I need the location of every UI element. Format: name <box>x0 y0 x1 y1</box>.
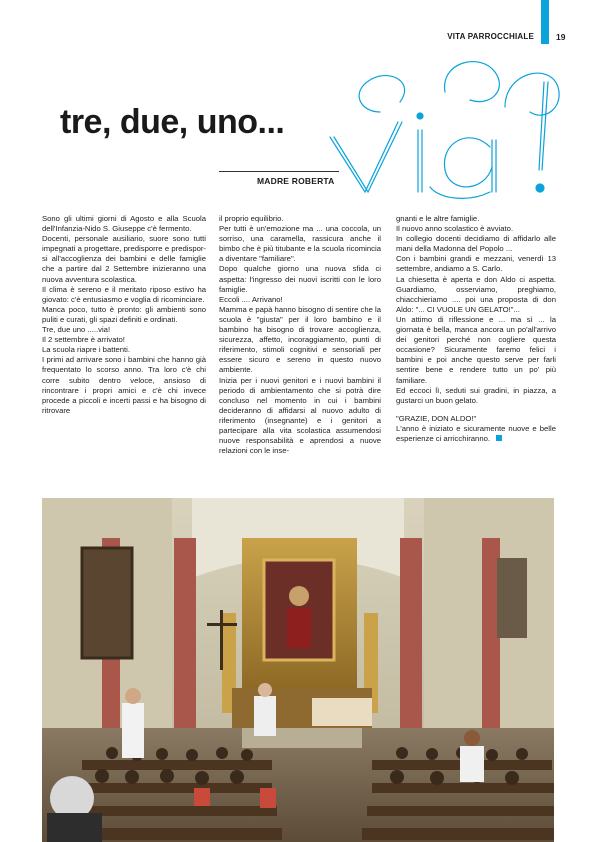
paragraph: Il 2 settembre è arrivato! <box>42 335 125 345</box>
section-label: VITA PARROCCHIALE <box>447 32 534 41</box>
page-number: 19 <box>556 32 566 42</box>
via-script-text: via! <box>320 52 322 53</box>
paragraph-text: L'anno è iniziato e sicuramente nuove e belle esperienze ci arricchiranno. <box>396 423 556 443</box>
paragraph: Sono gli ultimi giorni di Agosto e alla Scuola dell'Infanzia-Nido S. Giuseppe c'è fermento. <box>42 214 206 234</box>
paragraph: Dopo qualche giorno una nuova sfida ci aspetta: l'ingresso dei nuovi iscritti con le loro famiglie. <box>219 264 381 294</box>
paragraph: Docenti, personale ausiliario, suore sono tutti impegnati a progettare, predisporre e predispor-si all'accoglienza dei bambini e delle famiglie che a partire dal 2 Settembre inizieranno una nuova avventura scolastica. <box>42 234 206 284</box>
paragraph: Eccoli .... Arrivano! <box>219 294 283 304</box>
accent-bar <box>541 0 549 44</box>
paragraph: Manca poco, tutto è pronto: gli ambienti sono puliti e curati, gli spazi definiti e ordinati. <box>42 304 206 324</box>
paragraph: La chiesetta è aperta e don Aldo ci aspetta. Guardiamo, osserviamo, preghiamo, chiacchieriamo .... poi una proposta di don Aldo: "... CI VUOLE UN GELATO!"... <box>396 274 556 314</box>
title-rule <box>219 171 339 172</box>
paragraph: il proprio equilibrio. <box>219 214 284 223</box>
church-interior-image <box>42 498 554 842</box>
paragraph: In collegio docenti decidiamo di affidarlo alle mani della Madonna del Popolo ... <box>396 234 556 254</box>
paragraph: Il nuovo anno scolastico è avviato. <box>396 224 514 234</box>
paragraph: Tre, due uno .....via! <box>42 325 111 335</box>
paragraph: Con i bambini grandi e mezzani, venerdì 13 settembre, andiamo a S. Carlo. <box>396 254 556 274</box>
end-mark-icon <box>496 435 502 441</box>
paragraph-gap <box>396 406 556 414</box>
paragraph: gnanti e le altre famiglie. <box>396 214 480 223</box>
paragraph: Ed eccoci lì, seduti sui gradini, in piazza, a gustarci un buon gelato. <box>396 385 556 405</box>
paragraph: La scuola riapre i battenti. <box>42 345 131 355</box>
paragraph: Un attimo di riflessione e ... ma sì ... la giornata è bella, manca ancora un po'all'arrivo dei genitori perché non cogliere questa occasione? Sicuramente faremo felici i bambini e poi anche questo serve per farli sentire bene e rendere tutto un po' più familiare. <box>396 314 556 385</box>
paragraph: Il clima è sereno e il meritato riposo estivo ha giovato: c'è entusiasmo e voglia di ricominciare. <box>42 284 206 304</box>
paragraph: Mamma e papà hanno bisogno di sentire che la scuola è "giusta" per il loro bambino e il bambino ha bisogno di trovare accoglienza, sicurezza, affetto, incoraggiamento, punti di riferimento, stimoli cognitivi e sensoriali per essere sicuro e sereno in questo nuovo ambiente. <box>219 304 381 375</box>
paragraph: "GRAZIE, DON ALDO!" <box>396 413 477 423</box>
church-photo <box>42 498 554 842</box>
via-script-title <box>320 52 565 202</box>
text-column-2 <box>219 214 381 456</box>
text-column-3 <box>396 214 556 444</box>
paragraph: Per tutti è un'emozione ma ... una coccola, un sorriso, una caramella, rassicura anche il bimbo che è più titubante e la scuola ricomincia a diventare "familiare". <box>219 224 381 264</box>
article-title: tre, due, uno... <box>60 103 285 141</box>
paragraph: Inizia per i nuovi genitori e i nuovi bambini il periodo di ambientamento che si potrà dire concluso nel momento in cui i bambini decideranno di affidarsi al nuovo adulto di riferimento (insegnante) e i genitori a partecipare alla vita scolastica assumendosi nuove responsabilità e aprendosi a nuove relazioni con le inse- <box>219 375 381 456</box>
paragraph: I primi ad arrivare sono i bambini che hanno già frequentato lo scorso anno. Tra loro c'è chi corre subito dentro veloce, ansioso di rincontrare i propri amici e c'è chi invece procede a piccoli e incerti passi e ha bisogno di ritrovare <box>42 355 206 415</box>
text-column-1 <box>42 214 206 416</box>
paragraph-final <box>396 424 556 444</box>
author-byline: MADRE ROBERTA <box>257 176 335 186</box>
